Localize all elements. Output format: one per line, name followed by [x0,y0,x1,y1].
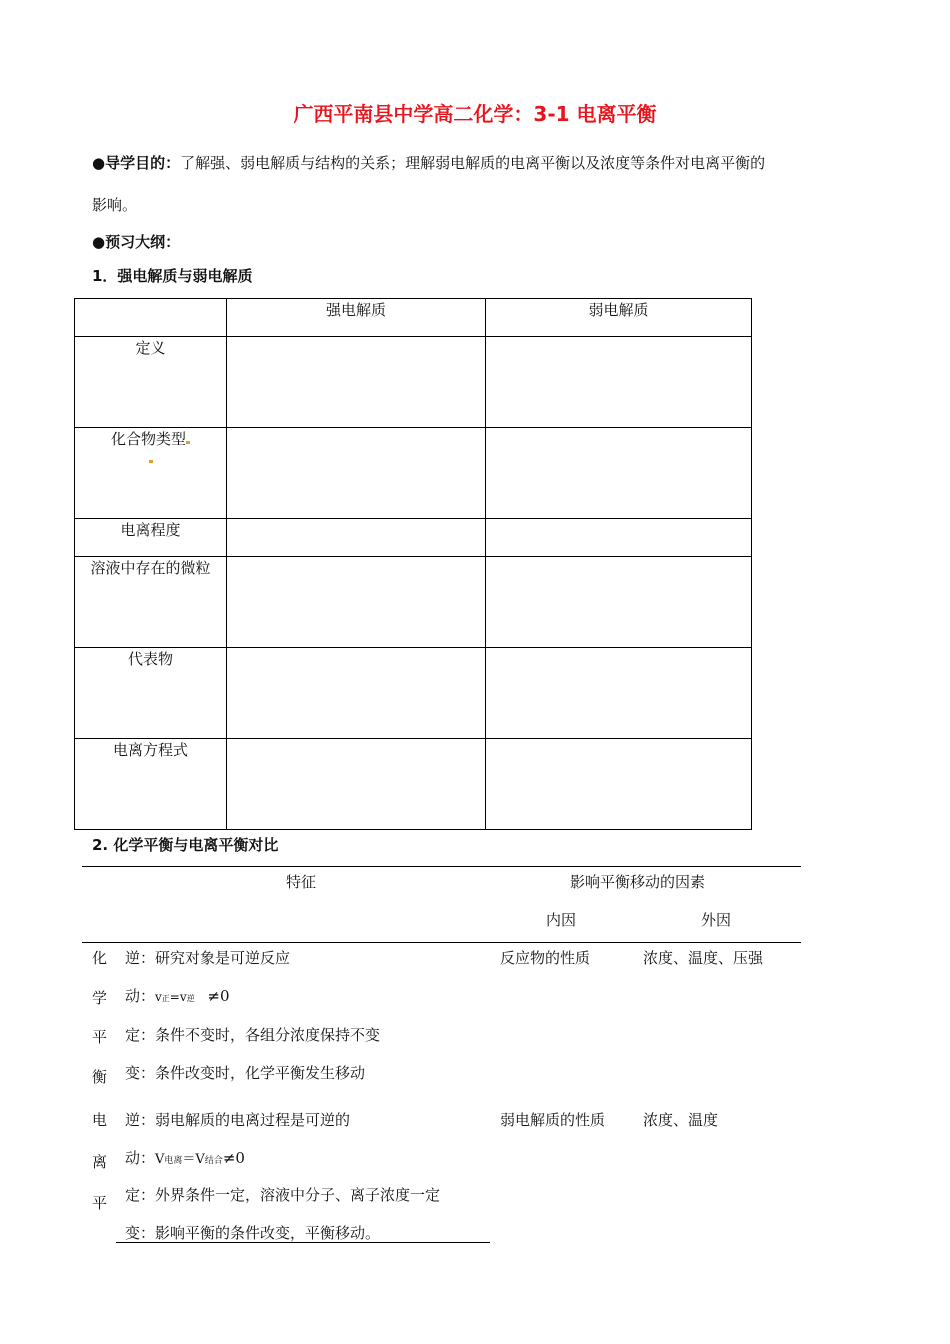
row-label-representative: 代表物 [75,648,227,739]
table-cell [227,337,486,428]
chem-line-fixed: 定：条件不变时，各组分浓度保持不变 [125,1026,381,1044]
col-header-strong: 强电解质 [227,299,486,337]
guide-line [92,152,765,173]
edit-mark [186,441,190,444]
outline-label: ●预习大纲： [92,233,181,251]
table-top-rule [82,866,801,867]
chem-side-char: 学 [92,989,108,1007]
electrolyte-table [74,298,752,830]
row-label-particles: 溶液中存在的微粒 [75,557,227,648]
ion-side-char: 电 [92,1111,108,1129]
chem-line-change: 变：条件改变时，化学平衡发生移动 [125,1064,366,1082]
ion-side-char: 平 [92,1194,108,1212]
header-bottom-rule [82,942,801,943]
table-cell [227,428,486,519]
table-cell [486,648,752,739]
table-cell [486,739,752,830]
table-cell [227,519,486,557]
ion-line-fixed: 定：外界条件一定，溶液中分子、离子浓度一定 [125,1186,441,1204]
ion-side-char: 离 [92,1153,108,1171]
chem-line-dynamic: 动：v正=v逆 ≠0 [125,987,230,1005]
table-cell [486,557,752,648]
header-internal: 内因 [546,911,577,929]
table-cell [486,428,752,519]
row-label-ionization-degree: 电离程度 [75,519,227,557]
header-feature: 特征 [286,873,317,891]
chem-line-reversible: 逆：研究对象是可逆反应 [125,949,291,967]
header-factors: 影响平衡移动的因素 [570,873,706,891]
table-cell [227,648,486,739]
row-label-compound-type: 化合物类型 [75,428,227,519]
guide-text-2: 影响。 [92,196,138,214]
chem-internal-factor: 反应物的性质 [500,949,591,967]
chem-external-factor: 浓度、温度、压强 [643,949,764,967]
ion-line-reversible: 逆：弱电解质的电离过程是可逆的 [125,1111,351,1129]
ion-line-change: 变：影响平衡的条件改变，平衡移动。 [125,1224,381,1242]
table-cell [486,519,752,557]
chem-side-char: 衡 [92,1068,108,1086]
table-cell [227,739,486,830]
ion-internal-factor: 弱电解质的性质 [500,1111,606,1129]
table-cell [486,337,752,428]
chem-side-char: 平 [92,1028,108,1046]
section2-heading: 2. 化学平衡与电离平衡对比 [92,836,279,854]
page-title: 广西平南县中学高二化学：3-1 电离平衡 [293,102,657,126]
guide-text-1: 了解强、弱电解质与结构的关系；理解弱电解质的电离平衡以及浓度等条件对电离平衡的 [180,154,766,172]
section1-heading: 1．强电解质与弱电解质 [92,267,253,285]
guide-label: ●导学目的： [92,154,181,172]
col-header-weak: 弱电解质 [486,299,752,337]
ion-external-factor: 浓度、温度 [643,1111,719,1129]
edit-mark [149,460,153,463]
table-bottom-rule [116,1242,490,1243]
header-external: 外因 [701,911,732,929]
chem-side-char: 化 [92,949,108,967]
table-corner [75,299,227,337]
row-label-definition: 定义 [75,337,227,428]
row-label-equation: 电离方程式 [75,739,227,830]
ion-line-dynamic: 动：V电离＝V结合≠0 [125,1149,245,1167]
table-cell [227,557,486,648]
